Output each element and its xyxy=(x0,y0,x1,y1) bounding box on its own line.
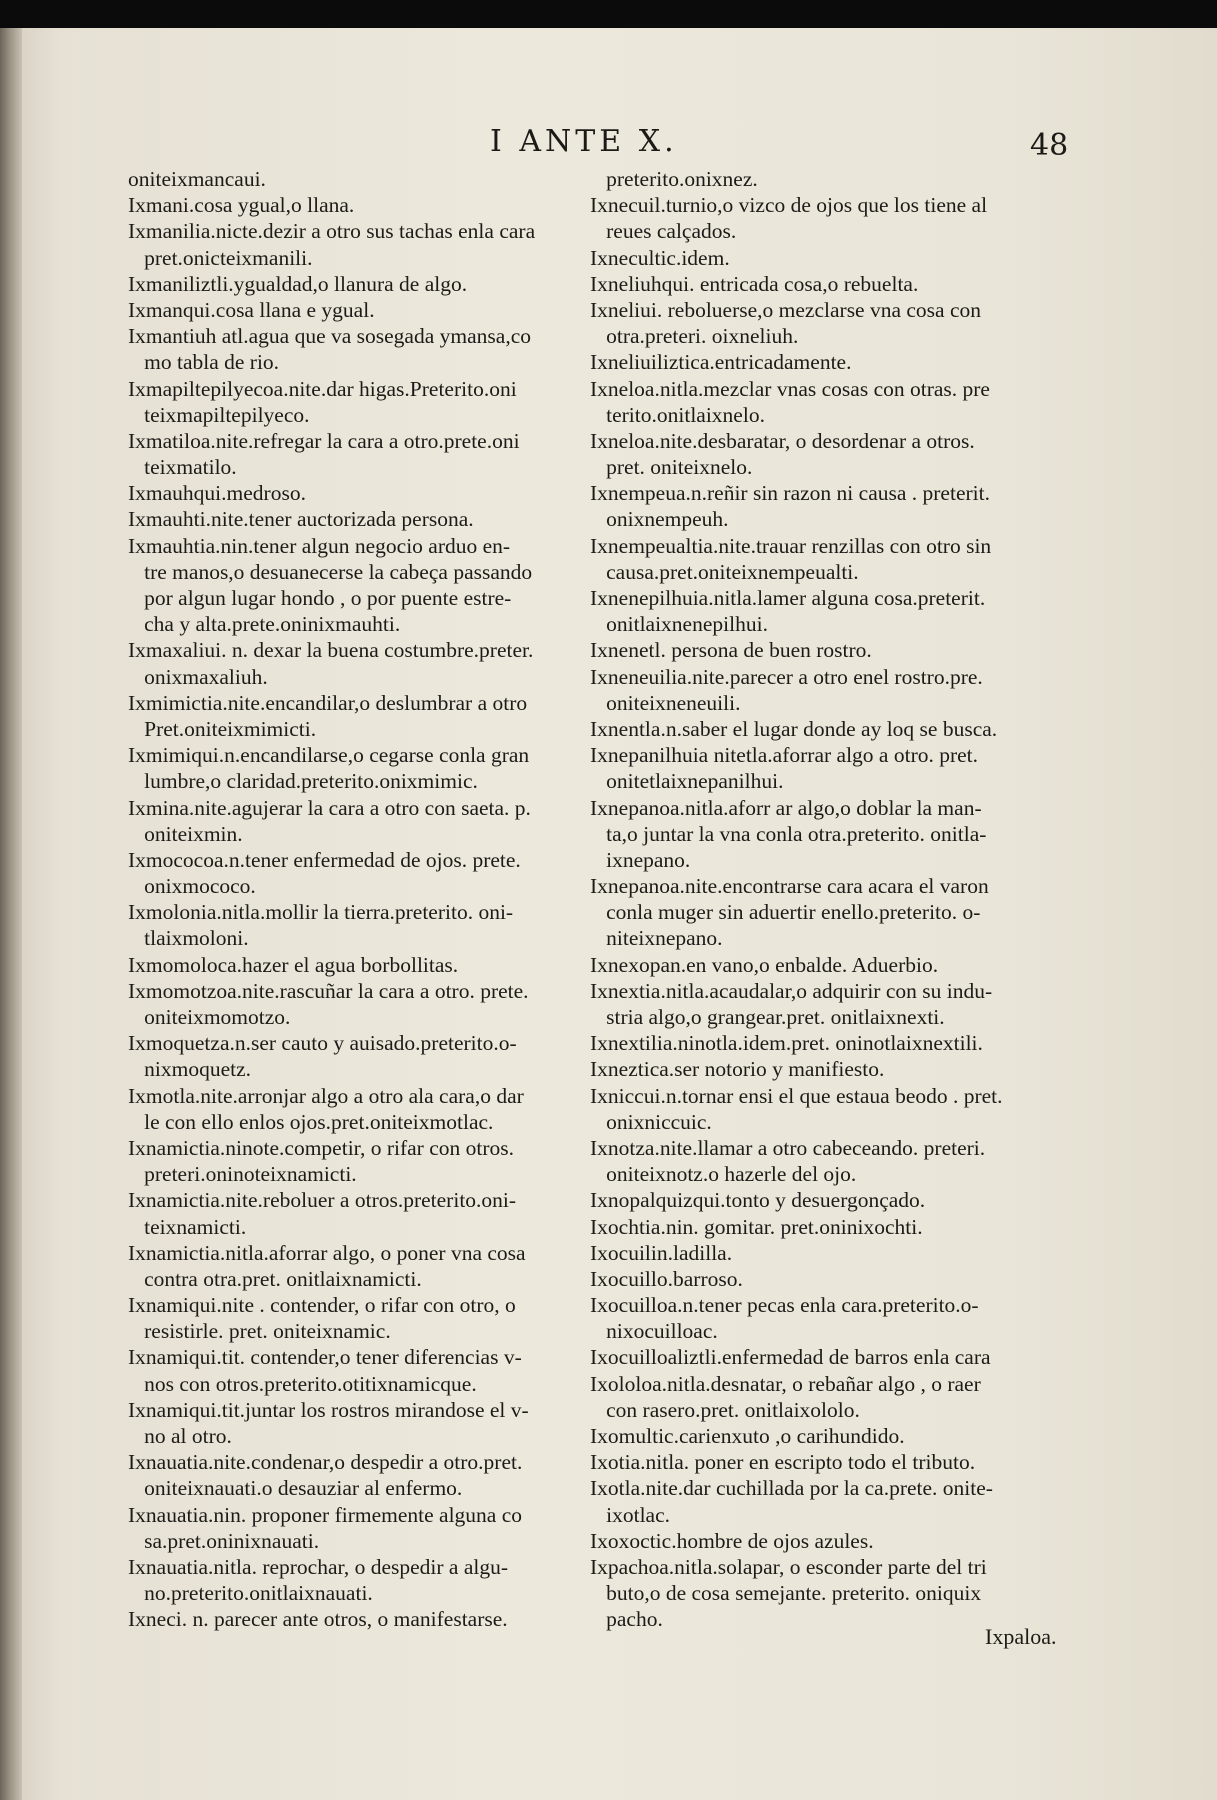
dictionary-line: Ixnextilia.ninotla.idem.pret. oninotlaixnextili. xyxy=(590,1031,983,1056)
right-column xyxy=(590,166,1060,1633)
dictionary-line: onitetlaixnepanilhui. xyxy=(590,769,784,794)
dictionary-line: onixnempeuh. xyxy=(590,507,729,532)
dictionary-line: Ixmantiuh atl.agua que va sosegada ymansa,co xyxy=(128,324,531,349)
dictionary-line: Ixnamictia.nite.reboluer a otros.preterito.oni- xyxy=(128,1188,517,1213)
dictionary-line: Ixnauatia.nite.condenar,o despedir a otro.pret. xyxy=(128,1450,523,1475)
dictionary-line: Ixneloa.nite.desbaratar, o desordenar a otros. xyxy=(590,428,975,453)
running-title: I ANTE X. xyxy=(490,124,678,159)
dictionary-line: ixnepano. xyxy=(590,847,691,872)
dictionary-line: Ixomultic.carienxuto ,o carihundido. xyxy=(590,1424,905,1448)
dictionary-line: Ixmina.nite.agujerar la cara a otro con saeta. p. xyxy=(128,795,531,820)
dictionary-line: contra otra.pret. onitlaixnamicti. xyxy=(128,1266,422,1291)
dictionary-line: Ixnauatia.nitla. reprochar, o despedir a algu- xyxy=(128,1554,508,1579)
dictionary-line: Ixmaxaliui. n. dexar la buena costumbre.preter. xyxy=(128,638,534,663)
dictionary-line: Ixnepanilhuia nitetla.aforrar algo a otro. pret. xyxy=(590,743,979,768)
dictionary-line: Ixocuillo.barroso. xyxy=(590,1266,743,1291)
left-column xyxy=(128,166,580,1633)
dictionary-line: sa.pret.oninixnauati. xyxy=(128,1528,320,1553)
dictionary-line: teixmatilo. xyxy=(128,455,237,480)
dictionary-line: con rasero.pret. onitlaixololo. xyxy=(590,1397,860,1422)
catchword: Ixpaloa. xyxy=(985,1624,1057,1649)
dictionary-line: Ixmanqui.cosa llana e ygual. xyxy=(128,297,375,322)
dictionary-line: preterito.onixnez. xyxy=(590,167,758,191)
dictionary-line: Ixnamiqui.tit. contender,o tener diferencias v- xyxy=(128,1345,522,1370)
dictionary-line: Ixmomoloca.hazer el agua borbollitas. xyxy=(128,952,459,977)
running-head xyxy=(0,124,1217,164)
dictionary-line: Ixocuilloaliztli.enfermedad de barros enla cara xyxy=(590,1345,991,1370)
dictionary-line: Ixnotza.nite.llamar a otro cabeceando. preteri. xyxy=(590,1135,986,1160)
dictionary-line: terito.onitlaixnelo. xyxy=(590,402,765,427)
dictionary-line: Ixochtia.nin. gomitar. pret.oninixochti. xyxy=(590,1214,923,1239)
dictionary-line: Ixneliuhqui. entricada cosa,o rebuelta. xyxy=(590,271,919,296)
dictionary-line: Ixmolonia.nitla.mollir la tierra.preterito. oni- xyxy=(128,900,514,925)
dictionary-line: Ixnecuil.turnio,o vizco de ojos que los tiene al xyxy=(590,193,988,218)
dictionary-line: tre manos,o desuanecerse la cabeça passando xyxy=(128,559,533,584)
dictionary-line: Ixneliui. reboluerse,o mezclarse vna cosa con xyxy=(590,297,982,322)
dictionary-line: Ixnauatia.nin. proponer firmemente alguna co xyxy=(128,1502,523,1527)
dictionary-line: por algun lugar hondo , o por puente estre- xyxy=(128,586,512,610)
dictionary-line: pret.onicteixmanili. xyxy=(128,245,313,270)
dictionary-line: oniteixnotz.o hazerle del ojo. xyxy=(590,1162,857,1187)
dictionary-line: resistirle. pret. oniteixnamic. xyxy=(128,1319,391,1344)
dictionary-line: oniteixmin. xyxy=(128,821,243,846)
dictionary-line: Ixneliuiliztica.entricadamente. xyxy=(590,350,852,375)
dictionary-line: Ixotla.nite.dar cuchillada por la ca.prete. onite- xyxy=(590,1476,993,1501)
dictionary-line: niteixnepano. xyxy=(590,926,723,951)
dictionary-line: le con ello enlos ojos.pret.oniteixmotlac. xyxy=(128,1109,494,1134)
dictionary-line: Ixocuilloa.n.tener pecas enla cara.preterito.o- xyxy=(590,1293,979,1318)
dictionary-line: Ixnopalquizqui.tonto y desuergonçado. xyxy=(590,1188,926,1213)
dictionary-line: onixmaxaliuh. xyxy=(128,664,268,689)
dictionary-line: Ixmococoa.n.tener enfermedad de ojos. prete. xyxy=(128,847,521,872)
page-number: 48 xyxy=(1030,128,1069,163)
dictionary-line: Ixnexopan.en vano,o enbalde. Aduerbio. xyxy=(590,952,939,977)
dictionary-line: ta,o juntar la vna conla otra.preterito. onitla- xyxy=(590,821,987,846)
dictionary-line: Ixnenepilhuia.nitla.lamer alguna cosa.preterit. xyxy=(590,586,986,610)
dictionary-line: stria algo,o grangear.pret. onitlaixnexti. xyxy=(590,1005,945,1029)
dictionary-line: no.preterito.onitlaixnauati. xyxy=(128,1581,373,1606)
dictionary-line: Ixnamiqui.tit.juntar los rostros mirandose el v- xyxy=(128,1397,529,1422)
dictionary-line: Ixnextia.nitla.acaudalar,o adquirir con su indu- xyxy=(590,978,993,1003)
dictionary-line: Ixnempeualtia.nite.trauar renzillas con otro sin xyxy=(590,533,992,558)
dictionary-line: Ixmotla.nite.arronjar algo a otro ala cara,o dar xyxy=(128,1083,524,1108)
dictionary-line: Ixnempeua.n.reñir sin razon ni causa . preterit. xyxy=(590,481,990,506)
dictionary-line: ixotlac. xyxy=(590,1502,671,1527)
dictionary-line: nos con otros.preterito.otitixnamicque. xyxy=(128,1371,477,1396)
dictionary-line: Ixmatiloa.nite.refregar la cara a otro.prete.oni xyxy=(128,428,520,453)
dictionary-line: pret. oniteixnelo. xyxy=(590,455,753,480)
dictionary-line: Ixnepanoa.nitla.aforr ar algo,o doblar la man- xyxy=(590,795,982,820)
dictionary-line: onixniccuic. xyxy=(590,1109,712,1134)
dictionary-line: Ixmauhqui.medroso. xyxy=(128,481,306,506)
dictionary-line: nixmoquetz. xyxy=(128,1057,252,1082)
dictionary-line: preteri.oninoteixnamicti. xyxy=(128,1162,357,1187)
dictionary-line: Ixmani.cosa ygual,o llana. xyxy=(128,193,355,218)
dictionary-line: reues calçados. xyxy=(590,219,737,244)
dictionary-line: oniteixmancaui. xyxy=(128,167,266,191)
dictionary-line: oniteixneneuili. xyxy=(590,690,741,715)
dictionary-line: Ixmimiqui.n.encandilarse,o cegarse conla gran xyxy=(128,743,530,768)
dictionary-line: Ixmanilia.nicte.dezir a otro sus tachas enla cara xyxy=(128,219,536,244)
dictionary-line: Ixnecultic.idem. xyxy=(590,245,730,270)
dictionary-line: oniteixnauati.o desauziar al enfermo. xyxy=(128,1476,463,1501)
dictionary-line: Pret.oniteixmimicti. xyxy=(128,716,317,741)
dictionary-line: Ixneneuilia.nite.parecer a otro enel rostro.pre. xyxy=(590,664,983,689)
dictionary-line: onitlaixnenepilhui. xyxy=(590,612,768,637)
dictionary-line: Ixoxoctic.hombre de ojos azules. xyxy=(590,1528,874,1553)
dictionary-line: Ixneci. n. parecer ante otros, o manifestarse. xyxy=(128,1607,508,1632)
dictionary-line: conla muger sin aduertir enello.preterito. o- xyxy=(590,900,981,925)
dictionary-line: Ixneztica.ser notorio y manifiesto. xyxy=(590,1057,885,1082)
dictionary-line: Ixnamictia.ninote.competir, o rifar con otros. xyxy=(128,1135,515,1160)
dictionary-line: Ixnamiqui.nite . contender, o rifar con otro, o xyxy=(128,1293,516,1318)
dictionary-line: oniteixmomotzo. xyxy=(128,1005,291,1029)
dictionary-line: teixmapiltepilyeco. xyxy=(128,402,310,427)
dictionary-line: Ixniccui.n.tornar ensi el que estaua beodo . pret. xyxy=(590,1083,1003,1108)
dictionary-line: otra.preteri. oixneliuh. xyxy=(590,324,799,349)
dictionary-line: pacho. xyxy=(590,1607,663,1632)
dictionary-line: Ixneloa.nitla.mezclar vnas cosas con otras. pre xyxy=(590,376,990,401)
dictionary-line: Ixmomotzoa.nite.rascuñar la cara a otro. prete. xyxy=(128,978,529,1003)
dictionary-line: Ixmimictia.nite.encandilar,o deslumbrar a otro xyxy=(128,690,528,715)
dictionary-line: Ixmoquetza.n.ser cauto y auisado.preterito.o- xyxy=(128,1031,517,1056)
dictionary-line: buto,o de cosa semejante. preterito. oniquix xyxy=(590,1581,982,1606)
dictionary-line: Ixnentla.n.saber el lugar donde ay loq se busca. xyxy=(590,716,998,741)
dictionary-line: Ixnenetl. persona de buen rostro. xyxy=(590,638,872,663)
dictionary-line: mo tabla de rio. xyxy=(128,350,280,375)
dictionary-line: nixocuilloac. xyxy=(590,1319,718,1344)
dictionary-line: lumbre,o claridad.preterito.onixmimic. xyxy=(128,769,478,794)
dictionary-line: cha y alta.prete.oninixmauhti. xyxy=(128,612,401,637)
page-gutter xyxy=(0,28,22,1800)
dictionary-line: tlaixmoloni. xyxy=(128,926,249,951)
dictionary-line: no al otro. xyxy=(128,1424,232,1448)
dictionary-line: Ixnamictia.nitla.aforrar algo, o poner vna cosa xyxy=(128,1240,526,1265)
dictionary-line: onixmococo. xyxy=(128,874,256,899)
dictionary-line: Ixocuilin.ladilla. xyxy=(590,1240,733,1265)
dictionary-line: Ixmaniliztli.ygualdad,o llanura de algo. xyxy=(128,271,468,296)
dictionary-line: Ixmauhtia.nin.tener algun negocio arduo en- xyxy=(128,533,511,558)
dictionary-line: causa.pret.oniteixnempeualti. xyxy=(590,559,859,584)
dictionary-line: teixnamicti. xyxy=(128,1214,247,1239)
dictionary-line: Ixpachoa.nitla.solapar, o esconder parte del tri xyxy=(590,1554,987,1579)
dictionary-line: Ixmauhti.nite.tener auctorizada persona. xyxy=(128,507,474,532)
dictionary-line: Ixololoa.nitla.desnatar, o rebañar algo , o raer xyxy=(590,1371,981,1396)
dictionary-line: Ixnepanoa.nite.encontrarse cara acara el varon xyxy=(590,874,989,899)
dictionary-line: Ixotia.nitla. poner en escripto todo el tributo. xyxy=(590,1450,976,1475)
dictionary-line: Ixmapiltepilyecoa.nite.dar higas.Preterito.oni xyxy=(128,376,517,401)
